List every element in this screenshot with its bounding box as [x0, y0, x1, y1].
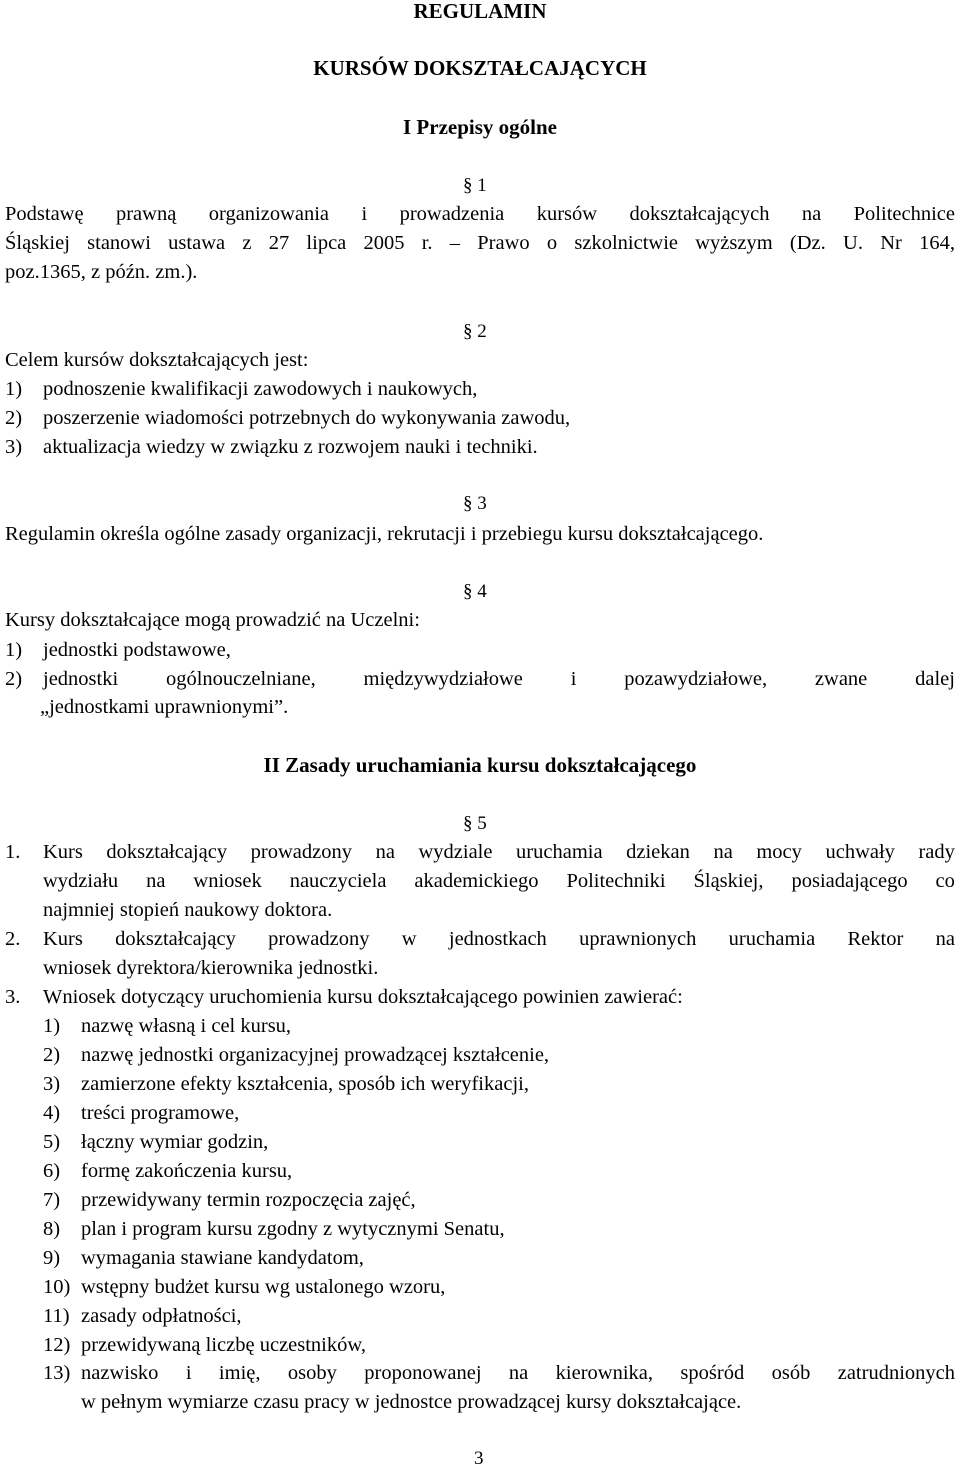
point-3-intro: Wniosek dotyczący uruchomienia kursu dokształcającego powinien zawierać:	[43, 986, 683, 1008]
list-item-text: nazwę własną i cel kursu,	[81, 1015, 292, 1037]
point-1-line-2	[43, 871, 955, 892]
word: prowadzenia	[399, 203, 505, 225]
word: na	[713, 841, 733, 863]
list-item-text: jednostki podstawowe,	[43, 639, 231, 661]
word: na	[801, 203, 822, 225]
word: dalej	[915, 668, 955, 690]
word: nazwisko	[81, 1362, 159, 1384]
word: co	[935, 870, 955, 892]
word: prowadzony	[268, 928, 370, 950]
list-item-text: nazwę jednostki organizacyjnej prowadzącej kształcenie,	[81, 1044, 550, 1066]
word: posiadającego	[791, 870, 908, 892]
list-item-text: plan i program kursu zgodny z wytycznymi Senatu,	[81, 1218, 505, 1240]
word: na	[935, 928, 955, 950]
point-number: 1.	[5, 841, 21, 863]
word: szkolnictwie	[574, 232, 679, 254]
section-sign-1: § 1	[463, 175, 487, 196]
page-number: 3	[474, 1448, 484, 1469]
word: Prawo	[477, 232, 530, 254]
word: nauczyciela	[289, 870, 387, 892]
list-number: 2)	[5, 668, 23, 690]
list-item-text: zamierzone efekty kształcenia, sposób ich weryfikacji,	[81, 1073, 529, 1095]
section-sign-5: § 5	[463, 813, 487, 834]
word: proponowanej	[364, 1362, 482, 1384]
word: na	[508, 1362, 529, 1384]
word: lipca	[306, 232, 347, 254]
list-number: 5)	[43, 1131, 61, 1153]
list-item-text: łączny wymiar godzin,	[81, 1131, 269, 1153]
list-number: 2)	[43, 1044, 61, 1066]
list-number: 9)	[43, 1247, 61, 1269]
point-number: 3.	[5, 986, 21, 1008]
word: r.	[421, 232, 433, 254]
word: rady	[918, 841, 955, 863]
list-item-text: poszerzenie wiadomości potrzebnych do wykonywania zawodu,	[43, 407, 571, 429]
list-item-text: treści programowe,	[81, 1102, 240, 1124]
word: dokształcający	[106, 841, 228, 863]
list-number: 12)	[43, 1334, 71, 1356]
word: i	[185, 1362, 192, 1384]
word: jednostki	[43, 668, 119, 690]
word: jednostkach	[448, 928, 547, 950]
chapter-heading-2: II Zasady uruchamiania kursu dokształcającego	[263, 753, 697, 777]
list-number: 4)	[43, 1102, 61, 1124]
word: spośród	[680, 1362, 745, 1384]
word: kierownika,	[555, 1362, 654, 1384]
point-number: 2.	[5, 928, 21, 950]
word: Nr	[880, 232, 902, 254]
word: wyższym	[695, 232, 773, 254]
word: wydziału	[43, 870, 119, 892]
paragraph-2-intro: Celem kursów dokształcających jest:	[5, 349, 309, 371]
list-item-text: wstępny budżet kursu wg ustalonego wzoru,	[81, 1276, 446, 1298]
word: uruchamia	[728, 928, 816, 950]
word: na	[375, 841, 395, 863]
word: Kurs	[43, 928, 83, 950]
list-number: 13)	[43, 1362, 71, 1384]
document-subtitle: KURSÓW DOKSZTAŁCAJĄCYCH	[313, 56, 647, 80]
paragraph-1-line-2	[5, 233, 955, 254]
section-sign-2: § 2	[463, 321, 487, 342]
word: dziekan	[626, 841, 690, 863]
word: –	[449, 232, 461, 254]
word: osób	[771, 1362, 811, 1384]
word: o	[546, 232, 558, 254]
list-item-text	[81, 1363, 955, 1384]
word: prowadzony	[250, 841, 352, 863]
list-number: 1)	[5, 639, 23, 661]
word: Kurs	[43, 841, 83, 863]
word: wydziale	[418, 841, 493, 863]
list-item-text: podnoszenie kwalifikacji zawodowych i naukowych,	[43, 378, 478, 400]
chapter-heading-1: I Przepisy ogólne	[403, 115, 557, 139]
word: zatrudnionych	[837, 1362, 955, 1384]
word: z	[242, 232, 252, 254]
word: międzywydziałowe	[363, 668, 523, 690]
list-number: 1)	[43, 1015, 61, 1037]
word: i	[570, 668, 577, 690]
list-number: 6)	[43, 1160, 61, 1182]
list-number: 2)	[5, 407, 23, 429]
word: uchwały	[825, 841, 895, 863]
word: Śląskiej,	[693, 870, 764, 892]
word: osoby	[287, 1362, 337, 1384]
paragraph-1-line-3: poz.1365, z późn. zm.).	[5, 261, 198, 283]
word: i	[361, 203, 368, 225]
list-number: 3)	[43, 1073, 61, 1095]
word: pozawydziałowe,	[624, 668, 768, 690]
list-number: 3)	[5, 436, 23, 458]
list-item-continuation: w pełnym wymiarze czasu pracy w jednostce prowadzącej kursy dokształcające.	[81, 1391, 742, 1413]
list-item-text: aktualizacja wiedzy w związku z rozwojem nauki i techniki.	[43, 436, 538, 458]
word: Rektor	[847, 928, 904, 950]
word: wniosek	[193, 870, 262, 892]
word: organizowania	[208, 203, 330, 225]
word: prawną	[115, 203, 177, 225]
word: uprawnionych	[579, 928, 697, 950]
document-title: REGULAMIN	[413, 0, 547, 23]
paragraph-3-text: Regulamin określa ogólne zasady organizacji, rekrutacji i przebiegu kursu dokształcającego.	[5, 523, 764, 545]
list-number: 10)	[43, 1276, 71, 1298]
word: ustawa	[168, 232, 226, 254]
word: w	[401, 928, 417, 950]
list-item-text	[43, 669, 955, 690]
word: uruchamia	[516, 841, 603, 863]
list-number: 11)	[43, 1305, 70, 1327]
list-item-text: przewidywany termin rozpoczęcia zajęć,	[81, 1189, 416, 1211]
list-item-text: wymagania stawiane kandydatom,	[81, 1247, 364, 1269]
word: dokształcający	[115, 928, 236, 950]
word: kursów	[536, 203, 598, 225]
word: akademickiego	[414, 870, 539, 892]
section-sign-4: § 4	[463, 581, 487, 602]
word: mocy	[756, 841, 802, 863]
paragraph-4-intro: Kursy dokształcające mogą prowadzić na Uczelni:	[5, 609, 420, 631]
point-1-line-3: najmniej stopień naukowy doktora.	[43, 899, 333, 921]
word: 2005	[363, 232, 405, 254]
word: imię,	[218, 1362, 261, 1384]
word: Politechnice	[853, 203, 955, 225]
word: (Dz.	[789, 232, 826, 254]
list-number: 1)	[5, 378, 23, 400]
list-item-continuation: „jednostkami uprawnionymi”.	[40, 696, 289, 718]
word: na	[146, 870, 166, 892]
list-item-text: przewidywaną liczbę uczestników,	[81, 1334, 366, 1356]
paragraph-1-line-1	[5, 204, 955, 225]
word: ogólnouczelniane,	[165, 668, 316, 690]
list-item-text: formę zakończenia kursu,	[81, 1160, 293, 1182]
word: stanowi	[87, 232, 151, 254]
point-2-line-2: wniosek dyrektora/kierownika jednostki.	[43, 957, 379, 979]
point-1-line-1	[43, 842, 955, 863]
word: Podstawę	[5, 203, 84, 225]
word: U.	[843, 232, 863, 254]
word: dokształcających	[629, 203, 770, 225]
section-sign-3: § 3	[463, 493, 487, 514]
word: 27	[268, 232, 290, 254]
word: zwane	[814, 668, 868, 690]
list-number: 8)	[43, 1218, 61, 1240]
point-2-line-1	[43, 929, 955, 950]
word: Politechniki	[566, 870, 666, 892]
word: Śląskiej	[5, 232, 70, 254]
list-item-text: zasady odpłatności,	[81, 1305, 242, 1327]
word: 164,	[919, 232, 955, 254]
list-number: 7)	[43, 1189, 61, 1211]
